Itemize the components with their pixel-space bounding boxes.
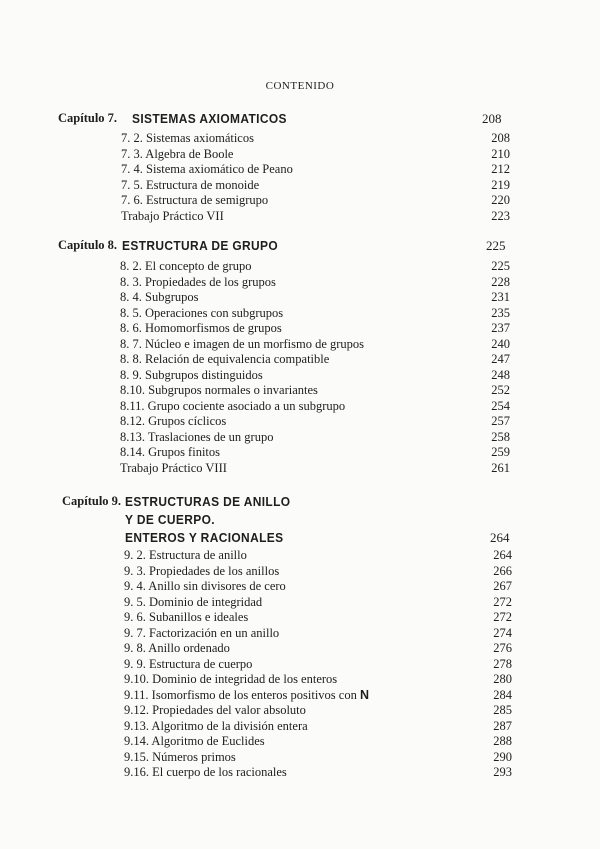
toc-entry <box>0 734 600 750</box>
entry-title: 7. 2. Sistemas axiomáticos <box>121 131 254 145</box>
entry-page-number: 272 <box>493 594 512 609</box>
entry-page-number: 261 <box>491 460 510 475</box>
entry-title: 7. 6. Estructura de semigrupo <box>121 193 269 207</box>
chapter-7 <box>0 110 600 224</box>
entry-title: 9.16. El cuerpo de los racionales <box>124 765 287 779</box>
entry-title: 9. 2. Estructura de anillo <box>124 548 247 562</box>
toc-entry <box>0 445 600 461</box>
toc-entry <box>0 162 600 178</box>
toc-entry <box>0 290 600 306</box>
entry-page-number: 293 <box>493 765 512 779</box>
entry-title: Trabajo Práctico VII <box>121 208 224 223</box>
entry-title <box>124 688 369 704</box>
toc-entry <box>0 259 600 275</box>
entry-title: 8. 7. Núcleo e imagen de un morfismo de grupos <box>120 336 365 351</box>
toc-entry <box>0 430 600 446</box>
entry-page-number: 266 <box>493 563 512 578</box>
chapter-title <box>132 110 287 128</box>
entry-title: 7. 4. Sistema axiomático de Peano <box>121 162 293 176</box>
entry-title: 7. 5. Estructura de monoide <box>121 177 260 192</box>
entry-page-number: 212 <box>491 162 510 176</box>
toc-entry <box>0 178 600 194</box>
toc-entry <box>0 703 600 719</box>
toc-entry <box>0 688 600 704</box>
toc-entry <box>0 275 600 291</box>
entry-title: 9. 6. Subanillos e ideales <box>124 610 249 624</box>
entry-page-number: 285 <box>493 703 512 717</box>
entry-page-number: 257 <box>491 414 510 428</box>
toc-entry <box>0 610 600 626</box>
toc-entry <box>0 548 600 564</box>
toc-entry <box>0 337 600 353</box>
toc-entry <box>0 564 600 580</box>
entry-page-number: 247 <box>491 352 510 366</box>
entry-title: Trabajo Práctico VIII <box>120 460 227 475</box>
toc-entry <box>0 719 600 735</box>
chapter-heading <box>0 493 600 547</box>
entry-title: 9. 8. Anillo ordenado <box>124 641 230 655</box>
entry-title: 8.10. Subgrupos normales o invariantes <box>120 383 318 397</box>
entry-page-number: 272 <box>493 610 512 624</box>
chapter-heading <box>0 110 600 128</box>
chapter-title-line: Y DE CUERPO. <box>125 512 215 527</box>
entry-page-number: 278 <box>493 656 512 671</box>
entry-page-number: 276 <box>493 641 512 655</box>
chapter-title-line: ENTEROS Y RACIONALES <box>125 530 284 545</box>
chapter-label: Capítulo 8. <box>58 238 118 252</box>
entry-page-number: 287 <box>493 718 512 733</box>
entry-page-number: 225 <box>491 259 510 273</box>
entry-title: 9.14. Algoritmo de Euclides <box>124 734 265 748</box>
toc-entry <box>0 579 600 595</box>
entry-title: 8. 3. Propiedades de los grupos <box>120 274 276 289</box>
entry-page-number: 254 <box>491 398 510 413</box>
entry-page-number: 284 <box>493 687 512 702</box>
entry-title: 9. 5. Dominio de integridad <box>124 594 263 609</box>
entry-page-number: 220 <box>491 193 510 207</box>
entry-title: 8.12. Grupos cíclicos <box>120 414 227 428</box>
entry-page-number: 290 <box>493 749 512 764</box>
chapter-title-line: ESTRUCTURA DE GRUPO <box>122 238 279 253</box>
entry-page-number: 237 <box>491 321 510 335</box>
entry-title: 8. 9. Subgrupos distinguidos <box>120 367 263 382</box>
chapter-heading <box>0 237 600 255</box>
toc-entry <box>0 672 600 688</box>
entry-page-number: 264 <box>493 548 512 562</box>
chapter-title-line: SISTEMAS AXIOMATICOS <box>132 111 287 126</box>
chapter-title <box>125 493 290 547</box>
toc-entry <box>0 383 600 399</box>
toc-entry <box>0 368 600 384</box>
chapter-title <box>122 237 278 255</box>
chapter-page-number: 208 <box>482 111 502 126</box>
chapter-page-number: 225 <box>486 238 506 253</box>
entry-title: 9. 4. Anillo sin divisores de cero <box>124 579 286 593</box>
entry-title: 8. 2. El concepto de grupo <box>120 259 252 273</box>
entry-title: 9. 3. Propiedades de los anillos <box>124 563 280 578</box>
entry-title: 9.13. Algoritmo de la división entera <box>124 718 308 733</box>
page-title: CONTENIDO <box>265 80 335 92</box>
toc-entry <box>0 414 600 430</box>
toc-entry <box>0 657 600 673</box>
entry-title: 9. 9. Estructura de cuerpo <box>124 656 253 671</box>
entry-page-number: 274 <box>493 625 512 640</box>
entry-title-text: 9.11. Isomorfismo de los enteros positivos con <box>124 687 360 702</box>
toc-entry <box>0 352 600 368</box>
toc-entry <box>0 750 600 766</box>
entry-title: 8. 4. Subgrupos <box>120 290 199 304</box>
entry-title: 7. 3. Algebra de Boole <box>121 146 234 161</box>
entry-page-number: 252 <box>491 383 510 397</box>
entry-title: 8.14. Grupos finitos <box>120 445 220 459</box>
toc-entry <box>0 626 600 642</box>
naturals-symbol: N <box>359 687 370 702</box>
chapter-9 <box>0 493 600 781</box>
entry-page-number: 259 <box>491 445 510 459</box>
toc-entry <box>0 209 600 225</box>
entry-title: 9.10. Dominio de integridad de los enteros <box>124 672 338 686</box>
entry-title: 8. 8. Relación de equivalencia compatible <box>120 352 330 366</box>
entry-title: 8. 6. Homomorfismos de grupos <box>120 321 282 335</box>
chapter-8 <box>0 237 600 476</box>
chapter-label: Capítulo 7. <box>58 111 118 125</box>
chapter-label: Capítulo 9. <box>62 494 122 508</box>
entry-page-number: 228 <box>491 274 510 289</box>
entry-page-number: 223 <box>491 208 510 223</box>
toc-entry <box>0 131 600 147</box>
toc-entry <box>0 641 600 657</box>
entry-title: 9.15. Números primos <box>124 749 236 764</box>
entry-page-number: 267 <box>493 579 512 593</box>
entry-page-number: 219 <box>491 177 510 192</box>
toc-entry <box>0 193 600 209</box>
toc-entry <box>0 595 600 611</box>
entry-page-number: 208 <box>491 131 510 145</box>
entry-page-number: 210 <box>491 146 510 161</box>
entry-page-number: 280 <box>493 672 512 686</box>
chapter-title-line: ESTRUCTURAS DE ANILLO <box>125 494 291 509</box>
entry-page-number: 248 <box>491 367 510 382</box>
entry-page-number: 231 <box>491 290 510 304</box>
toc-entry <box>0 147 600 163</box>
entry-page-number: 258 <box>491 429 510 444</box>
toc-entry <box>0 306 600 322</box>
entry-title: 8.13. Traslaciones de un grupo <box>120 429 274 444</box>
entry-title: 8. 5. Operaciones con subgrupos <box>120 305 284 320</box>
toc-entry <box>0 765 600 781</box>
toc-entry <box>0 321 600 337</box>
entry-page-number: 288 <box>493 734 512 748</box>
entry-title: 9. 7. Factorización en un anillo <box>124 625 280 640</box>
entry-title: 9.12. Propiedades del valor absoluto <box>124 703 306 717</box>
toc-entry <box>0 399 600 415</box>
entry-page-number: 240 <box>491 336 510 351</box>
entry-page-number: 235 <box>491 305 510 320</box>
entry-title: 8.11. Grupo cociente asociado a un subgrupo <box>120 398 346 413</box>
chapter-page-number: 264 <box>490 530 510 545</box>
toc-entry <box>0 461 600 477</box>
